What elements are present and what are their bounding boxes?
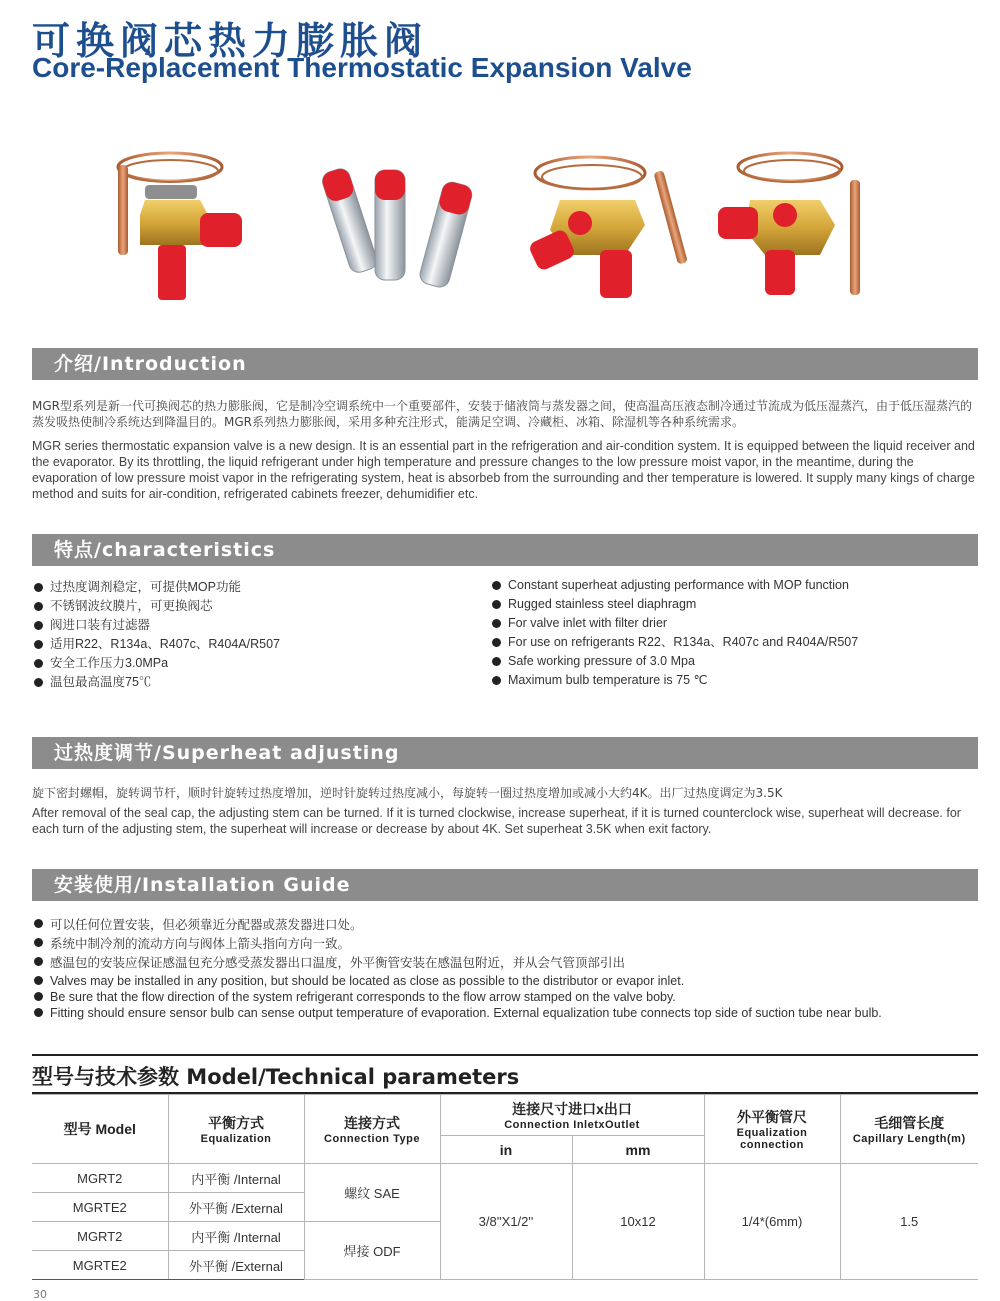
list-item: For use on refrigerants R22、R134a、R407c and R404A/R507: [490, 633, 858, 652]
header-connection-type: 连接方式 Connection Type: [304, 1095, 440, 1164]
list-item: Fitting should ensure sensor bulb can sense output temperature of evaporation. External equalization tube connects top side of suction tube near bulb.: [32, 1005, 882, 1021]
superheat-text-en: After removal of the seal cap, the adjusting stem can be turned. If it is turned clockwise, increase superheat, if it is turned counterclock wise, superheat will decrease. for each turn of the adjusting stem, the superheat will increase or decrease by about 4K. Set superheat 3.5K when exit factory.: [32, 806, 961, 836]
installation-list: [32, 916, 882, 1021]
header-equalization-tube: 外平衡管尺 Equalization connection: [704, 1095, 840, 1164]
valve-photo-3: [528, 157, 688, 298]
list-item: Be sure that the flow direction of the system refrigerant corresponds to the flow arrow stamped on the valve boby.: [32, 989, 882, 1005]
header-capillary-length: 毛细管长度 Capillary Length(m): [840, 1095, 978, 1164]
cell-size-in: 3/8''X1/2'': [440, 1164, 572, 1280]
list-item: 温包最高温度75℃: [32, 673, 280, 692]
cell-equalization: 内平衡 /Internal: [168, 1164, 304, 1193]
list-item: 感温包的安装应保证感温包充分感受蒸发器出口温度，外平衡管安装在感温包附近，并从会气管顶部引出: [32, 954, 882, 973]
list-item: 过热度调剂稳定，可提供MOP功能: [32, 578, 280, 597]
introduction-heading: 介绍/Introduction: [32, 348, 978, 380]
table-row: [32, 1164, 978, 1193]
list-item: Rugged stainless steel diaphragm: [490, 595, 858, 614]
header-equalization: 平衡方式 Equalization: [168, 1095, 304, 1164]
list-item: Valves may be installed in any position, but should be located as close as possible to the distributor or evapor inlet.: [32, 973, 882, 989]
valve-photo-4: [718, 153, 860, 295]
valve-core-cartridges: [320, 166, 474, 289]
cell-connection-sae: 螺纹 SAE: [304, 1164, 440, 1222]
cell-equalization: 外平衡 /External: [168, 1193, 304, 1222]
spec-table: [32, 1094, 978, 1280]
cell-model: MGRTE2: [32, 1251, 168, 1280]
list-item: 适用R22、R134a、R407c、R404A/R507: [32, 635, 280, 654]
cell-model: MGRT2: [32, 1222, 168, 1251]
list-item: 阀进口装有过滤器: [32, 616, 280, 635]
header-model: 型号 Model: [32, 1095, 168, 1164]
list-item: Safe working pressure of 3.0 Mpa: [490, 652, 858, 671]
cell-connection-odf: 焊接 ODF: [304, 1222, 440, 1280]
characteristics-list-en: [490, 576, 858, 690]
page-title-en: Core-Replacement Thermostatic Expansion Valve: [32, 52, 692, 83]
list-item: 不锈钢波纹膜片，可更换阀芯: [32, 597, 280, 616]
introduction-text-en: MGR series thermostatic expansion valve is a new design. It is an essential part in the refrigeration and air-condition system. It is equipped between the liquid receiver and the evaporator. By its throttling, the liquid refrigerant under high temperature and pressure changes to the low pressure moist vapor, in the meantime, during the evaporation of low pressure moist vapor in the refrigerating system, heat is absorbeb from the surrounding and ther temperature is lowered. It supply many kings of charge method and suits for air-condition, refrigerated cabinets freezer, dehumidifier etc.: [32, 439, 975, 501]
introduction-text-cn: MGR型系列是新一代可换阀芯的热力膨胀阀，它是制冷空调系统中一个重要部件，安装于储液筒与蒸发器之间，使高温高压液态制冷通过节流成为低压湿蒸汽，由于低压湿蒸汽的蒸发吸热使制冷系统达到降温目的。MGR系列热力膨胀阀，采用多种充注形式，能满足空调、冷藏柜、冰箱、除湿机等各种系统需求。: [32, 399, 972, 429]
valve-photo-1: [118, 153, 242, 300]
cell-equalization: 内平衡 /Internal: [168, 1222, 304, 1251]
header-size-in: in: [440, 1136, 572, 1164]
superheat-heading: 过热度调节/Superheat adjusting: [32, 737, 978, 769]
list-item: For valve inlet with filter drier: [490, 614, 858, 633]
table-title: 型号与技术参数 Model/Technical parameters: [32, 1054, 978, 1091]
cell-equalization: 外平衡 /External: [168, 1251, 304, 1280]
cell-size-mm: 10x12: [572, 1164, 704, 1280]
list-item: Constant superheat adjusting performance with MOP function: [490, 576, 858, 595]
cell-eq-tube: 1/4*(6mm): [704, 1164, 840, 1280]
cell-capillary: 1.5: [840, 1164, 978, 1280]
page-title-cn: 可换阀芯热力膨胀阀: [32, 19, 429, 63]
product-photos: [100, 145, 900, 315]
characteristics-list-cn: [32, 578, 280, 692]
list-item: 可以任何位置安装，但必须靠近分配器或蒸发器进口处。: [32, 916, 882, 935]
cell-model: MGRTE2: [32, 1193, 168, 1222]
header-size-mm: mm: [572, 1136, 704, 1164]
list-item: 安全工作压力3.0MPa: [32, 654, 280, 673]
superheat-text-cn: 旋下密封螺帽，旋转调节杆，顺时针旋转过热度增加，逆时针旋转过热度减小，每旋转一圈过热度增加或减小大约4K。出厂过热度调定为3.5K: [32, 786, 783, 800]
header-connection-size: 连接尺寸进口x出口 Connection InletxOutlet: [440, 1095, 704, 1136]
cell-model: MGRT2: [32, 1164, 168, 1193]
list-item: 系统中制冷剂的流动方向与阀体上箭头指向方向一致。: [32, 935, 882, 954]
page-number: 30: [33, 1288, 47, 1301]
characteristics-heading: 特点/characteristics: [32, 534, 978, 566]
installation-heading: 安装使用/Installation Guide: [32, 869, 978, 901]
list-item: Maximum bulb temperature is 75 ℃: [490, 671, 858, 690]
